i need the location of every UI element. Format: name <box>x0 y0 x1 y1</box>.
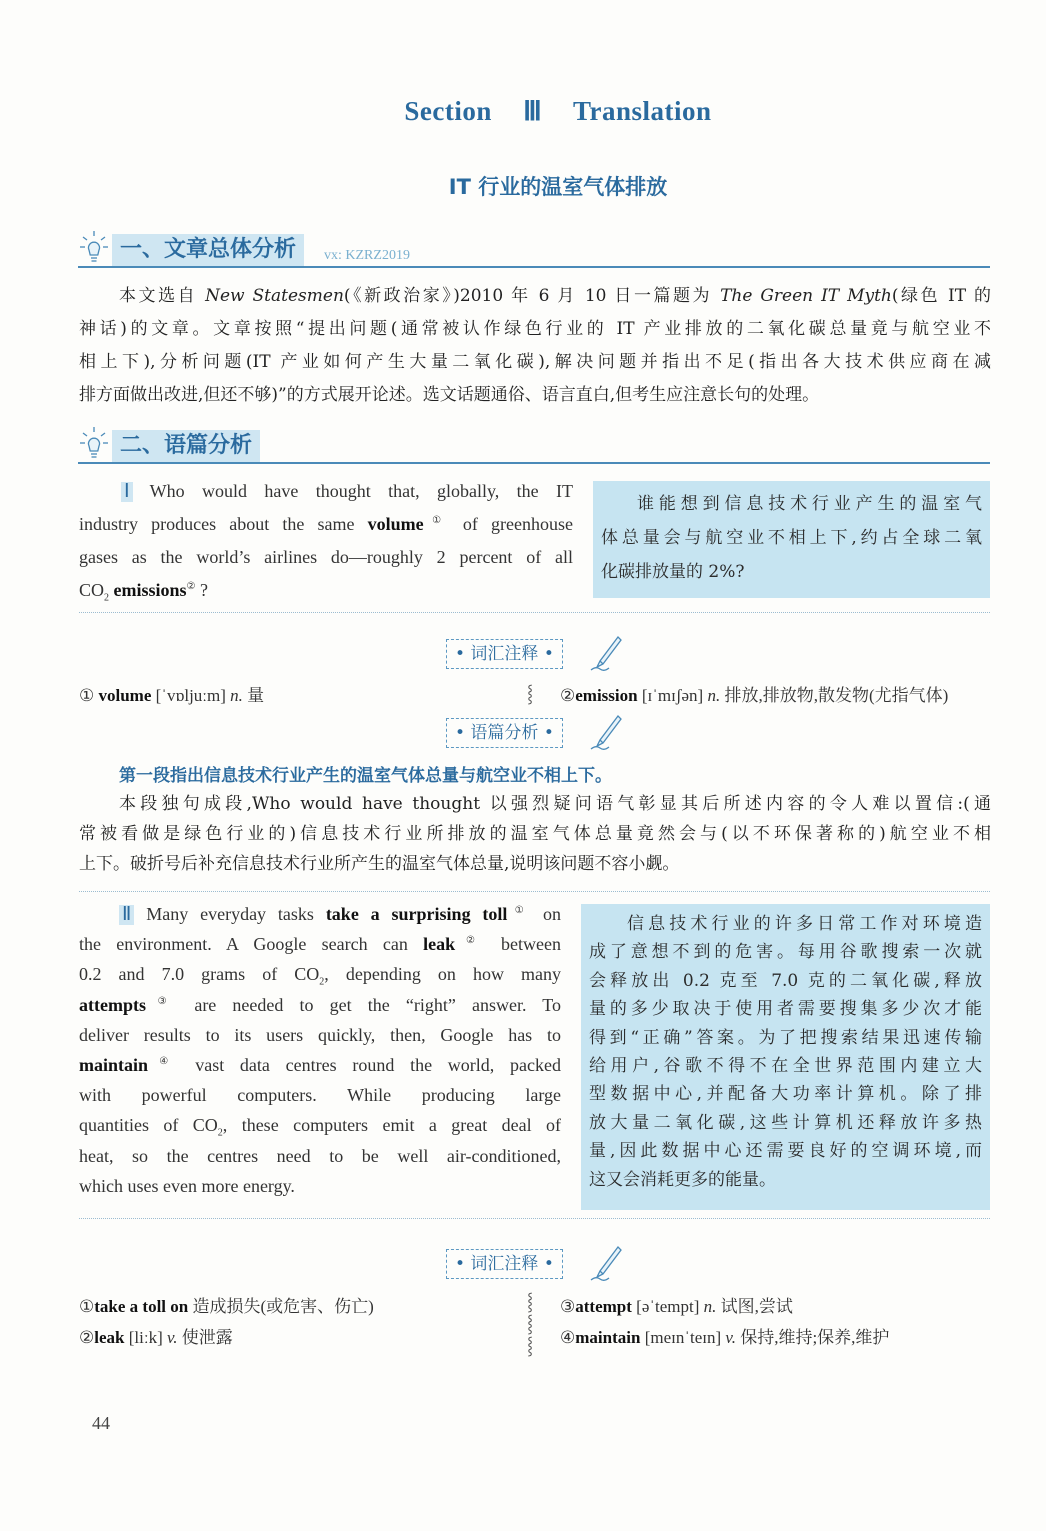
fountain-pen-icon <box>588 1244 624 1284</box>
vocab-item-maintain: ④maintain [meɪnˈteɪn] v. 保持,维持;保养,维护 <box>560 1328 890 1347</box>
translation-box-1: 谁能想到信息技术行业产生的温室气 体总量会与航空业不相上下,约占全球二氧 化碳排放量的 2%? <box>593 481 990 598</box>
vocab-item-leak: ②leak [liːk] v. 使泄露 <box>79 1328 233 1347</box>
zigzag-divider-icon: ⸾ ⸾ ⸾ <box>527 1292 534 1356</box>
heading-rule <box>78 266 990 268</box>
divider <box>79 1218 990 1219</box>
divider <box>79 891 990 892</box>
paragraph-numeral: Ⅰ <box>121 482 133 502</box>
english-paragraph-1: Ⅰ Who would have thought that, globally, the IT industry produces about the same volume① of greenhouse gases as the world’s airlines do—roughly 2 percent of all $CO_2$ emissions② ? <box>79 481 573 604</box>
article-title: IT 行业的温室气体排放 <box>448 175 668 199</box>
section-title: Section Ⅲ Translation <box>404 96 712 126</box>
heading-label: 一、文章总体分析 <box>112 234 304 266</box>
section-heading-overview <box>78 228 990 268</box>
vocab-item-attempt: ③attempt [əˈtempt] n. 试图,尝试 <box>560 1297 793 1316</box>
section-heading-discourse <box>78 424 990 464</box>
discourse-analysis-tag: • 语篇分析 • <box>446 718 563 748</box>
vocab-item-take-a-toll-on: ①take a toll on 造成损失(或危害、伤亡) <box>79 1297 374 1316</box>
heading-label: 二、语篇分析 <box>112 430 260 462</box>
vocab-item-emission: ②emission [ɪˈmɪʃən] n. 排放,排放物,散发物(尤指气体) <box>560 686 949 705</box>
divider <box>79 612 990 613</box>
translation-box-2: 信息技术行业的许多日常工作对环境造 成了意想不到的危害。每用谷歌搜索一次就 会释放出 0.2 克至 7.0 克的二氧化碳,释放 量的多少取决于使用者需要搜集多少次才能 得到“正确”答案。为了把搜索结果迅速传输 给用户,谷歌不得不在全世界范围内建立大 型数据中心,并配备大功率计算机。除了排 放大量二氧化碳,这些计算机还释放许多热 量,因此数据中心还需要良好的空调环境,而 这又会消耗更多的能量。 <box>581 904 990 1210</box>
vocab-item-volume: ① volume [ˈvɒljuːm] n. 量 <box>79 686 265 705</box>
lightbulb-icon <box>78 424 112 464</box>
fountain-pen-icon <box>588 634 624 674</box>
heading-rule <box>78 462 990 464</box>
zigzag-divider-icon: ⸾ <box>527 684 534 704</box>
watermark-text: vx: KZRZ2019 <box>324 248 410 263</box>
paragraph-numeral: Ⅱ <box>119 905 134 925</box>
page-number: 44 <box>92 1413 110 1433</box>
analysis-heading-1: 第一段指出信息技术行业产生的温室气体总量与航空业不相上下。 <box>119 766 612 786</box>
analysis-paragraph-1: 本段独句成段,Who would have thought 以强烈疑问语气彰显其后所述内容的令人难以置信:(通 常被看做是绿色行业的)信息技术行业所排放的温室气体总量竟然会与(以不环保著称的)航空业不相 上下。破折号后补充信息技术行业所产生的温室气体总量,说明该问题不容小觑。 <box>79 794 991 874</box>
overview-paragraph: 本文选自 New Statesmen(《新政治家》)2010 年 6 月 10 日一篇题为 The Green IT Myth(绿色 IT 的 神话)的文章。文章按照“提出问题(通常被认作绿色行业的 IT 产业排放的二氧化碳总量竟与航空业不 相上下),分析问题(IT 产业如何产生大量二氧化碳),解决问题并指出不足(指出各大技术供应商在减 排方面做出改进,但还不够)”的方式展开论述。选文话题通俗、语言直白,但考生应注意长句的处理。 <box>79 286 992 405</box>
english-paragraph-2: Ⅱ Many everyday tasks take a surprising toll① on the environment. A Google search can leak② between 0.2 and 7.0 grams of $CO_2$, depending on how many attempts③ are needed to get the “right” answer. To deliver results to its users quickly, then, Google has to maintain④ vast data centres round the world, packed with powerful computers. While producing large quantities of $CO_2$, these computers emit a great deal of heat, so the centres need to be well air-conditioned, which uses even more energy. <box>79 904 562 1196</box>
vocab-notes-tag: • 词汇注释 • <box>446 639 563 669</box>
fountain-pen-icon <box>588 713 624 753</box>
lightbulb-icon <box>78 228 112 268</box>
vocab-notes-tag: • 词汇注释 • <box>446 1249 563 1279</box>
